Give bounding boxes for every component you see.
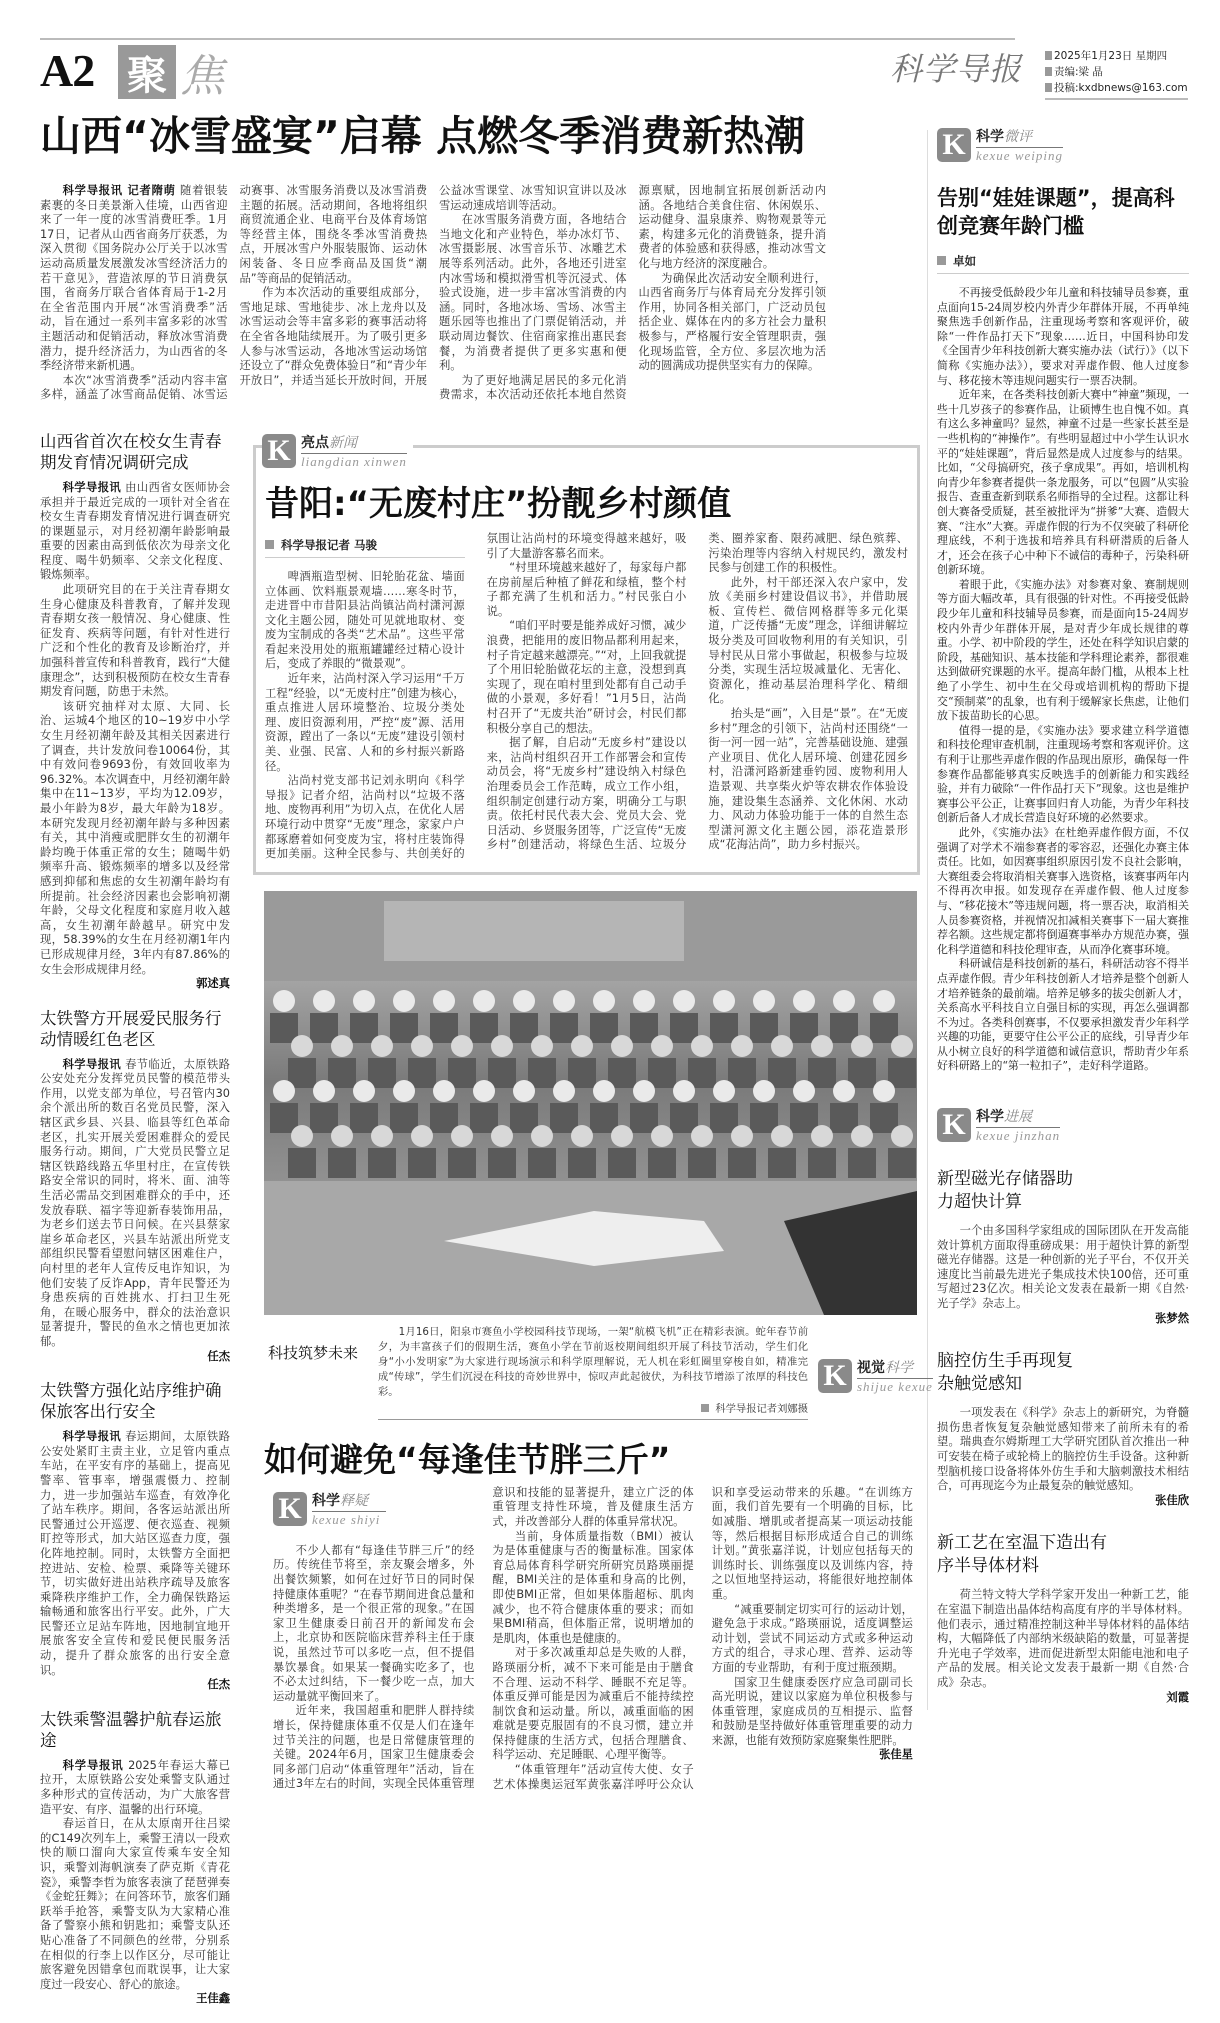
student-body xyxy=(830,1013,858,1043)
student-body xyxy=(608,1058,636,1088)
top-story-body xyxy=(40,184,826,403)
student-figure xyxy=(553,990,575,1012)
student-body xyxy=(408,1148,436,1178)
left-article xyxy=(40,1380,230,1693)
label-accent: 科学 xyxy=(885,1359,913,1376)
paragraph: 国家卫生健康委医疗应急司副司长高光明说，建议以家庭为单位积极参与体重管理，家庭成员的互相提示、监督和鼓励是坚持做好体重管理重要的动力来源，也能有效预防家庭聚集性肥胖。 xyxy=(711,1675,913,1747)
label-accent: 进展 xyxy=(1004,1109,1032,1126)
article-headline: 如何避免“每逢佳节胖三斤” xyxy=(264,1439,671,1479)
student-figure xyxy=(451,1125,473,1147)
student-figure xyxy=(833,1080,855,1102)
paragraph: “减重要制定切实可行的运动计划，避免急于求成。”路瑛丽说，适度调整运动计划，尝试不同运动方式或多种运动方式的组合，寻求心理、营养、运动等方面的专业帮助，有利于度过瓶颈期。 xyxy=(711,1602,913,1674)
paragraph-text: 春节临近，太原铁路公安处充分发挥党员民警的模范带头作用，以党支部为单位，号召管内30余个派出所的数百名党员民警，深入辖区武乡县、兴县、临县等红色革命老区，扎实开展关爱困难群众的爱民服务行动。期间，广大党员民警立足辖区铁路线路五华里村庄，在宣传铁路安全常识的同时，将米、面、油等生活必需品交到困难群众的手中，还发放春联、福字等迎新春装饰用品，为老乡们送去节日问候。在兴县蔡家崖乡革命老区，兴县车站派出所党支部组织民警看望慰问辖区困难住户，向村里的老年人宣传反电诈知识，为他们安装了反诈App，青年民警还为身患疾病的百姓挑水、打扫卫生死角，在暖心服务中，群众的法治意识显著提升，警民的鱼水之情也更加浓郁。 xyxy=(40,1057,230,1348)
left-article xyxy=(40,1709,230,2007)
paragraph: 抬头是“画”，入目是“景”。在“无废乡村”理念的引领下，沾尚村还围绕“一街一河一园一站”，完善基础设施、建强产业项目、优化人居环境、创建花园乡村，沿潇河路新建垂钓园、废物利用人造景观、共享柴火炉等农耕农作体验设施，建设集生态涵养、文化休闲、水动力、风动力体验功能于一体的自然生态型潇河源文化主题公园，添花造景形成“花海沾尚”，助力乡村振兴。 xyxy=(708,707,908,852)
label-pinyin: kexue jinzhan xyxy=(976,1128,1061,1144)
section-label-visual-science xyxy=(818,1359,933,1395)
article-author: 任杰 xyxy=(207,1349,230,1363)
student-figure xyxy=(571,1035,593,1057)
progress-item-title: 新型磁光存储器助力超快计算 xyxy=(937,1169,1073,1213)
student-figure xyxy=(513,1080,535,1102)
progress-item-author: 张佳欣 xyxy=(1155,1493,1189,1507)
feature-body xyxy=(265,532,908,862)
article-author: 张佳星 xyxy=(879,1748,913,1762)
student-figure xyxy=(873,1080,895,1102)
progress-section xyxy=(937,1108,1189,1705)
paragraph: 作为本次活动的重要组成部分，雪地足球、雪地徒步、冰上龙舟以及冰雪运动会等丰富多彩的赛事活动将在全省各地陆续展开。为了吸引更多人参与冰雪运动，各地冰雪运动场馆还设立了“群众免费体验日”和“青少年开放日”，并适当延长开放时间，开展公益冰雪课堂、冰雪知识宣讲以及冰雪运动速成培训等活动。 xyxy=(239,184,627,387)
section-label-science-qa xyxy=(273,1492,474,1528)
issue-date: 2025年1月23日 星期四 xyxy=(1045,48,1188,64)
label-pinyin: liangdian xinwen xyxy=(301,453,407,469)
issue-info xyxy=(1045,48,1188,100)
student-figure xyxy=(811,1125,833,1147)
paragraph-text: 由山西省女医师协会承担并于最近完成的一项针对全省在校女生青春期发育情况进行调查研究的课题显示，对月经初潮年龄影响最重要的因素由高到低依次为母亲文化程度、喝牛奶频率、父亲文化程度、锻炼频率。 xyxy=(40,480,230,582)
student-figure xyxy=(673,990,695,1012)
dateline: 科学导报讯 记者隋萌 xyxy=(62,184,176,197)
photo-title: 科技筑梦未来 xyxy=(268,1343,359,1362)
paragraph: 对于多次减重却总是失败的人群，路瑛丽分析，减不下来可能是由于膳食不合理、运动不科学、睡眠不充足等。体重反弹可能是因为减重后不能持续控制饮食和运动量。所以，减重面临的困难就是要克服固有的不良习惯，建立并保持健康的生活方式，包括合理膳食、科学运动、充足睡眠、心理平衡等。 xyxy=(492,1646,694,1762)
paragraph: 据了解，自启动“无废乡村”建设以来，沾尚村组织召开工作部署会和宣传动员会，将“无废乡村”建设纳入村绿色治理委员会工作范畴，成立工作小组，组织制定创建行动方案，明确分工与职责。依托村民代表大会、党员大会、党日活动、乡贤服务团等，广泛宣传“无废乡村”创建活动，将绿色生活、垃圾分类、圈养家畜、限药减肥、绿色殡葬、污染治理等内容纳入村规民约，激发村民参与创建工作的积极性。 xyxy=(486,531,908,852)
student-body xyxy=(288,1148,316,1178)
paragraph: 近年来，沾尚村深入学习运用“千万工程”经验，以“无废村庄”创建为核心，重点推进人居环境整治、垃圾分类处理、废旧资源利用，严控“废”源、活用资源，蹚出了一条以“无废”建设引领村美、业强、民富、人和的乡村振兴新路径。 xyxy=(265,672,465,773)
student-body xyxy=(630,1103,658,1133)
student-body xyxy=(528,1148,556,1178)
student-figure xyxy=(833,990,855,1012)
paragraph: 近年来，我国超重和肥胖人群持续增长，保持健康体重不仅是人们在逢年过节关注的问题，也是日常健康管理的关键。2024年6月，国家卫生健康委会同多部门启动“体重管理年”活动，旨在通过3年左右的时间，实现全民体重管理意识和技能的显著提升，建立广泛的体重管理支持性环境，普及健康生活方式，并改善部分人群的体重异常状况。 xyxy=(273,1485,694,1791)
student-figure xyxy=(313,990,335,1012)
student-figure xyxy=(491,1035,513,1057)
student-body xyxy=(888,1058,916,1088)
student-figure xyxy=(811,1035,833,1057)
student-figure xyxy=(851,1125,873,1147)
caption-text: 1月16日，阳泉市赛鱼小学校园科技节现场，一架“航模飞机”正在精彩表演。蛇年春节前夕，为丰富孩子们的假期生活，赛鱼小学在节前返校期间组织开展了科技节活动，学生们化身“小小发明家”为大家进行现场演示和科学原理解说，无人机在彩虹圈里穿梭自如，精准完成“传球”，学生们沉浸在科技的奇妙世界中，惊叹声此起彼伏，为科技节增添了浓厚的科技色彩。 xyxy=(378,1325,808,1398)
photo-caption xyxy=(378,1325,808,1420)
student-body xyxy=(488,1058,516,1088)
paragraph: “咱们平时要是能养成好习惯，减少浪费，把能用的废旧物品都利用起来，村子肯定越来越漂亮。”“对，上回我就提了个用旧轮胎做花坛的主意，没想到真实现了，现在咱村里到处都有自己动手做的小景观，多好看！”1月5日，沾尚村召开了“无废共治”研讨会，村民们都积极分享自己的想法。 xyxy=(486,619,687,735)
paragraph xyxy=(40,1058,230,1350)
paragraph: 为了更好地满足居民的多元化消费需求，本次活动还依托本地自然资源禀赋，因地制宜拓展创新活动内涵。各地结合美食住宿、休闲娱乐、运动健身、温泉康养、购物观景等元素，构建多元化的消费链条，提升消费者的体验感和获得感，推动冰雪文化与地方经济的深度融合。 xyxy=(439,184,826,402)
student-body xyxy=(550,1103,578,1133)
student-figure xyxy=(873,990,895,1012)
commentary-byline: 卓如 xyxy=(937,252,1189,274)
student-body xyxy=(368,1058,396,1088)
student-body xyxy=(728,1148,756,1178)
student-body xyxy=(688,1148,716,1178)
news-photo xyxy=(264,891,917,1315)
student-body xyxy=(390,1103,418,1133)
paragraph: 不再接受低龄段少年儿童和科技辅导员参赛，重点面向15-24周岁校内外青少年群体开展，不再单纯聚焦选手创新作品，注重现场考察和客观评价，破除“一件作品打天下”现象……近日，中国科协印发《全国青少年科技创新大赛实施办法（试行）》（以下简称《实施办法》），要求对弄虚作假、他人过度参与、移花接木等违规问题实行一票否决制。 xyxy=(937,286,1189,387)
student-body xyxy=(710,1013,738,1043)
left-article xyxy=(40,431,230,992)
student-body xyxy=(728,1058,756,1088)
section-label-commentary xyxy=(937,128,1189,164)
student-body xyxy=(790,1103,818,1133)
commentary-section xyxy=(937,128,1189,1074)
paragraph-text: 2025年春运大幕已拉开，太原铁路公安处乘警支队通过多种形式的宣传活动，为广大旅客营造平安、有序、温馨的出行环境。 xyxy=(40,1758,230,1816)
article-headline: 山西省首次在校女生青春期发育情况调研完成 xyxy=(40,431,222,472)
photo-students-with-model-plane xyxy=(264,891,917,1315)
student-body xyxy=(350,1103,378,1133)
student-figure xyxy=(473,1080,495,1102)
label-accent: 微评 xyxy=(1004,129,1032,145)
student-body xyxy=(310,1013,338,1043)
progress-item-text: 一个由多国科学家组成的国际团队在开发高能效计算机方面取得重磅成果：用于超快计算的新型磁光存储器。这是一种创新的光子平台，不仅开关速度比当前最先进光子集成技术快100倍，还可重写超过23亿次。相关论文发表在最新一期《自然·光子学》杂志上。 xyxy=(937,1224,1189,1311)
section-label-highlight-news xyxy=(262,434,413,470)
article-body xyxy=(273,1486,913,1792)
student-figure xyxy=(713,1080,735,1102)
student-figure xyxy=(571,1125,593,1147)
student-body xyxy=(430,1103,458,1133)
paragraph: 该研究抽样对太原、大同、长治、运城4个地区的10~19岁中小学女生月经初潮年龄及其相关因素进行了调查，共计发放问卷10064份，其中有效问卷9693份，有效回收率为96.32%。本次调查中，月经初潮年龄集中在11~13岁，平均为12.09岁，最小年龄为8岁，最大年龄为18岁。本研究发现月经初潮年龄与多种因素有关，其中消瘦或肥胖女生的初潮年龄均晚于体重正常的女生；随喝牛奶频率升高、锻炼频率的增多以及经常感到抑郁和焦虑的女生初潮年龄均有所提前。社会经济因素也会影响初潮年龄，父母文化程度和家庭月收入越高，女生初潮年龄越早。研究中发现，58.39%的女生在月经初潮1年内已形成规律月经，3年内有87.86%的女生会形成规律月经。 xyxy=(40,699,230,976)
progress-item-title: 脑控仿生手再现复杂触觉感知 xyxy=(937,1351,1073,1395)
paragraph: 本次“冰雪消费季”活动内容丰富多样，涵盖了冰雪商品促销、冰雪运动赛事、冰雪服务消费以及冰雪消费主题的拓展。活动期间，各地将组织商贸流通企业、电商平台及体育场馆等经营主体，围绕冬季冰雪消费热点，开展冰雪户外服装服饰、运动休闲装备、冬日应季商品及国货“潮品”等商品的促销活动。 xyxy=(40,184,427,402)
top-story-headline: 山西“冰雪盛宴”启幕 点燃冬季消费新热潮 xyxy=(40,112,806,160)
photo-credit: 科学导报记者刘娜摄 xyxy=(378,1402,808,1420)
student-body xyxy=(830,1103,858,1133)
dateline: 科学导报讯 xyxy=(62,1758,124,1772)
paragraph: 此外，《实施办法》在杜绝弄虚作假方面，不仅强调了对学术不端参赛者的零容忍，还强化办赛主体责任。比如，如因赛事组织原因引发不良社会影响，大赛组委会将取消相关赛事入选资格，该赛事两年内不得再次申报。如发现存在弄虚作假、他人过度参与、“移花接木”等违规问题，将一票否决，取消相关人员参赛资格，并视情况扣减相关赛事下一届大赛推荐名额。这些规定都将倒逼赛事举办方规范办赛，强化科学道德和科技伦理审查，从而净化赛事环境。 xyxy=(937,825,1189,956)
paragraph xyxy=(40,1430,230,1678)
student-body xyxy=(408,1058,436,1088)
paragraph: 此外，村干部还深入农户家中，发放《美丽乡村建设倡议书》，并借助展板、宣传栏、微信网格群等多元化渠道，广泛传播“无废”理念，详细讲解垃圾分类及可回收物利用的有关知识，引导村民从日常小事做起，积极参与垃圾分类，实现生活垃圾减量化、无害化、资源化，推动基层治理科学化、精细化。 xyxy=(708,575,908,706)
student-body xyxy=(430,1013,458,1043)
paragraph xyxy=(40,1759,230,1817)
progress-item xyxy=(937,1168,1189,1326)
student-figure xyxy=(891,1035,913,1057)
dateline: 科学导报讯 xyxy=(62,480,122,494)
student-body xyxy=(750,1013,778,1043)
student-figure xyxy=(611,1035,633,1057)
student-body xyxy=(568,1058,596,1088)
student-figure xyxy=(731,1035,753,1057)
student-figure xyxy=(513,990,535,1012)
student-figure xyxy=(553,1080,575,1102)
progress-item-text: 荷兰特文特大学科学家开发出一种新工艺，能在室温下制造出晶体结构高度有序的半导体材料。他们表示，通过精准控制这种半导体材料的晶体结构，大幅降低了内部纳米级缺陷的数量，可显著提升光电子学效率，进而促进新型太阳能电池和电子产品的发展。相关论文发表于最新一期《自然·合成》杂志。 xyxy=(937,1588,1189,1689)
article-author: 王佳鑫 xyxy=(196,1992,230,2006)
article-headline: 太铁乘警温馨护航春运旅途 xyxy=(40,1709,222,1750)
student-figure xyxy=(691,1125,713,1147)
student-figure xyxy=(331,1035,353,1057)
student-figure xyxy=(371,1035,393,1057)
student-body xyxy=(350,1013,378,1043)
student-figure xyxy=(753,1080,775,1102)
section-char-2: 焦 xyxy=(180,51,224,102)
k-logo-icon: K xyxy=(818,1359,852,1393)
student-body xyxy=(848,1148,876,1178)
student-figure xyxy=(291,1035,313,1057)
student-body xyxy=(670,1013,698,1043)
commentary-body xyxy=(937,286,1189,1074)
student-figure xyxy=(473,990,495,1012)
main-area xyxy=(40,108,933,2023)
student-figure xyxy=(771,1035,793,1057)
student-body xyxy=(648,1148,676,1178)
middle-column xyxy=(253,431,933,1792)
student-figure xyxy=(531,1035,553,1057)
paragraph: 沾尚村党支部书记刘永明向《科学导报》记者介绍，沾尚村以“垃圾不落地、废物再利用”为切入点，在优化人居环境行动中贯穿“无废”理念，家家户户都琢磨着如何变废为宝，将村庄装饰得更加美丽。这种全民参与、共创美好的氛围让沾尚村的环境变得越来越好，吸引了大量游客慕名而来。 xyxy=(265,531,687,861)
paragraph: 近年来，在各类科技创新大赛中“神童”频现，一些十几岁孩子的参赛作品，让硕博生也自愧不如。真有这么多神童吗？显然，神童不过是一些家长甚至是一些机构的“神操作”。有些明显超过中小学生认识水平的“娃娃课题”，背后显然是成人过度参与的结果。比如，“父母搞研究，孩子拿成果”。再如，培训机构向青少年参赛者提供一条龙服务，可以“包圆”从实验报告、查重查新到联系名师指导的全过程。这都让科创大赛备受质疑，甚至被批评为“拼爹”大赛、造假大赛、“注水”大赛。弄虚作假的行为不仅突破了科研伦理底线，不利于选拔和培养具有科研潜质的后备人才，还会在孩子心中种下不诚信的毒种子，污染科研创新环境。 xyxy=(937,388,1189,577)
student-body xyxy=(368,1148,396,1178)
section-char-1: 聚 xyxy=(118,45,176,99)
paragraph: 着眼于此，《实施办法》对参赛对象、赛制规则等方面大幅改革，具有很强的针对性。不再接受低龄段少年儿童和科技辅导员参赛，而是面向15-24周岁校内外青少年群体开展，是对青少年成长规律的尊重。小学、初中阶段的学生，还处在科学知识启蒙的阶段，基础知识、基本技能和学科理论素养，都很难达到做研究课题的水平。提高年龄门槛，从根本上杜绝了小学生、初中生在父母或培训机构的帮助下提交“预制菜”的乱象，也有利于缓解家长焦虑，让他们放下拔苗助长的心思。 xyxy=(937,577,1189,723)
student-body xyxy=(550,1013,578,1043)
student-body xyxy=(608,1148,636,1178)
student-figure xyxy=(593,1080,615,1102)
student-figure xyxy=(353,1080,375,1102)
student-figure xyxy=(331,1125,353,1147)
student-body xyxy=(448,1148,476,1178)
student-figure xyxy=(633,990,655,1012)
student-body xyxy=(448,1058,476,1088)
progress-item-text: 一项发表在《科学》杂志上的新研究，为脊髓损伤患者恢复复杂触觉感知带来了前所未有的希望。瑞典查尔姆斯理工大学研究团队首次推出一种可安装在椅子或轮椅上的脑控仿生手设备。这种新型脑机接口设备将体外仿生手和大脑刺激技术相结合，可再现迄今为止最复杂的触觉感知。 xyxy=(937,1406,1189,1493)
left-article xyxy=(40,1008,230,1364)
student-body xyxy=(768,1148,796,1178)
student-figure xyxy=(673,1080,695,1102)
student-body xyxy=(768,1058,796,1088)
student-body xyxy=(870,1013,898,1043)
article-author: 郭述真 xyxy=(196,977,230,991)
paragraph: 春运首日，在从太原南开往吕梁的C149次列车上，乘警王清以一段欢快的顺口溜向大家宣传乘车安全知识，乘警刘海帆演奏了萨克斯《青花瓷》，乘警李哲为旅客表演了琵琶弹奏《金蛇狂舞》；在问答环节，旅客们踊跃举手抢答，乘警支队为大家精心准备了警察小熊和钥匙扣；乘警支队还贴心准备了不同颜色的丝带，分别系在相似的行李上以作区分，尽可能让旅客避免因错拿包而耽误事，让大家度过一段安心、舒心的旅途。 xyxy=(40,1817,230,1991)
student-figure xyxy=(691,1035,713,1057)
label-accent: 释疑 xyxy=(340,1492,368,1509)
paragraph xyxy=(40,184,228,374)
article-author: 任杰 xyxy=(207,1678,230,1692)
label-accent: 新闻 xyxy=(329,434,357,451)
section-label-progress xyxy=(937,1108,1189,1144)
student-figure xyxy=(713,990,735,1012)
student-body xyxy=(470,1103,498,1133)
student-figure xyxy=(491,1125,513,1147)
student-body xyxy=(590,1013,618,1043)
label-main: 科学 xyxy=(976,129,1004,145)
paragraph-text: 春运期间，太原铁路公安处紧盯主责主业，立足管内重点车站，在平安有序的基础上，提高见警率、管事率，增强震慑力、控制力，进一步加强站车巡查，有效净化了站车秩序。期间，各客运站派出所民警通过公开巡逻、便衣巡查、视频盯控等形式，加大站区巡查力度，强化阵地控制。同时，太铁警方全面把控进站、安检、检票、乘降等关键环节，切实做好进出站秩序疏导及旅客乘降秩序维护工作，全力确保铁路运输畅通和旅客出行平安。此外，广大民警还立足站车阵地，因地制宜地开展旅客安全宣传和爱民便民服务活动，提升了群众旅客的出行安全意识。 xyxy=(40,1430,230,1677)
student-figure xyxy=(731,1125,753,1147)
feature-box xyxy=(253,433,920,875)
left-column xyxy=(40,431,230,2023)
label-pinyin: shijue kexue xyxy=(857,1378,933,1394)
progress-item-title: 新工艺在室温下造出有序半导体材料 xyxy=(937,1533,1107,1577)
paragraph: 当前，身体质量指数（BMI）被认为是体重健康与否的衡量标准。国家体育总局体育科学研究所研究员路瑛丽提醒，BMI关注的是体重和身高的比例，即使BMI正常，但如果体脂超标、肌肉减少，也不符合健康体重的要求；而如果BMI稍高，但体脂正常，说明增加的是肌肉，体重也是健康的。 xyxy=(492,1529,694,1645)
paragraph-text: 随着银装素裹的冬日美景渐入佳境，山西省迎来了一年一度的冰雪消费旺季。1月17日，记者从山西省商务厅获悉，为深入贯彻《国务院办公厅关于以冰雪运动高质量发展激发冰雪经济活力的若干意见》，营造浓厚的节日消费氛围，省商务厅联合省体育局于1-2月在全省范围内开展“冰雪消费季”活动，旨在通过一系列丰富多彩的冰雪主题活动和促销活动，释放冰雪消费潜力，提升经济活力，为山西省的冬季经济带来新机遇。 xyxy=(40,184,228,373)
lower-area xyxy=(40,431,933,2023)
student-body xyxy=(670,1103,698,1133)
student-figure xyxy=(633,1080,655,1102)
student-figure xyxy=(273,1080,295,1102)
student-figure xyxy=(611,1125,633,1147)
k-logo-icon: K xyxy=(937,1108,971,1142)
student-body xyxy=(510,1103,538,1133)
student-body xyxy=(288,1058,316,1088)
progress-item-author: 刘霞 xyxy=(1166,1690,1189,1704)
progress-item xyxy=(937,1532,1189,1705)
page-number: A2 xyxy=(40,45,95,96)
student-figure xyxy=(593,990,615,1012)
paragraph: 不少人都有“每逢佳节胖三斤”的经历。传统佳节将至，亲友聚会增多，外出餐饮频繁，如何在过好节日的同时保持健康体重呢？“在春节期间进食总量和种类增多，是一个很正常的现象。”在国家卫生健康委日前召开的新闻发布会上，北京协和医院临床营养科主任于康说，虽然过节可以多吃一点，但不提倡暴饮暴食。如果某一餐确实吃多了，也不必太过纠结，下一餐少吃一点，加大运动量就平衡回来了。 xyxy=(273,1543,475,1703)
feature-byline: 科学导报记者 马骏 xyxy=(265,536,465,558)
student-body xyxy=(870,1103,898,1133)
student-body xyxy=(688,1058,716,1088)
student-figure xyxy=(753,990,775,1012)
student-figure xyxy=(793,1080,815,1102)
student-figure xyxy=(411,1125,433,1147)
issue-submit-email: 投稿:kxdbnews@163.com xyxy=(1045,80,1188,96)
dateline: 科学导报讯 xyxy=(62,1430,122,1444)
newspaper-masthead: 科学导报 xyxy=(890,50,1023,88)
student-figure xyxy=(313,1080,335,1102)
commentary-headline: 告别“娃娃课题”，提高科创竞赛年龄门槛 xyxy=(937,186,1175,238)
label-pinyin: kexue weiping xyxy=(976,148,1063,163)
student-body xyxy=(488,1148,516,1178)
paragraph: “村里环境越来越好了，每家每户都在房前屋后种植了鲜花和绿植，整个村子都充满了生机和活力。”村民张白小说。 xyxy=(486,561,687,618)
feature-headline: 昔阳:“无废村庄”扮靓乡村颜值 xyxy=(265,483,732,524)
issue-editor: 责编:梁 晶 xyxy=(1045,64,1188,80)
label-pinyin: kexue shiyi xyxy=(312,1511,381,1527)
paragraph: 值得一提的是，《实施办法》要求建立科学道德和科技伦理审查机制，注重现场考察和客观评价。这有利于让那些弄虚作假的作品现出原形，确保每一件参赛作品都能够真实反映选手的创新能力和实践经验，并有力破除“一件作品打天下”现象。这也是维护赛事公平公正，让赛事回归育人功能，为青少年科技创新后备人才成长营造良好环境的必然要求。 xyxy=(937,723,1189,825)
student-body xyxy=(808,1148,836,1178)
k-logo-icon: K xyxy=(262,434,296,468)
student-body xyxy=(888,1148,916,1178)
student-body xyxy=(510,1013,538,1043)
student-figure xyxy=(353,990,375,1012)
progress-item xyxy=(937,1350,1189,1508)
k-logo-icon: K xyxy=(937,128,971,162)
article-headline: 太铁警方开展爱民服务行动情暖红色老区 xyxy=(40,1008,222,1049)
student-figure xyxy=(411,1035,433,1057)
section-name xyxy=(118,44,246,100)
student-body xyxy=(390,1013,418,1043)
student-body xyxy=(808,1058,836,1088)
student-figure xyxy=(651,1125,673,1147)
column-divider xyxy=(927,130,928,1710)
student-body xyxy=(568,1148,596,1178)
paragraph: 科研诚信是科技创新的基石，科研活动容不得半点弄虚作假。青少年科技创新人才培养是整个创新人才培养链条的最前端。培养足够多的拔尖创新人才，关系高水平科技自立自强目标的实现，再怎么强调都不为过。各类科创赛事，不仅要承担激发青少年科学兴趣的功能，更要守住公平公正的底线，引导青少年从小树立良好的科学道德和诚信意识，帮助青少年系好科研路上的“第一粒扣子”，走好科学道路。 xyxy=(937,957,1189,1073)
dateline: 科学导报讯 xyxy=(62,1057,122,1071)
label-main: 视觉 xyxy=(857,1359,885,1376)
student-body xyxy=(648,1058,676,1088)
student-figure xyxy=(793,990,815,1012)
photo-caption-area xyxy=(268,1325,933,1420)
student-body xyxy=(848,1058,876,1088)
student-figure xyxy=(393,1080,415,1102)
student-body xyxy=(270,1103,298,1133)
student-body xyxy=(328,1148,356,1178)
student-figure xyxy=(851,1035,873,1057)
label-main: 科学 xyxy=(976,1109,1004,1126)
student-body xyxy=(270,1013,298,1043)
student-body xyxy=(630,1013,658,1043)
student-figure xyxy=(371,1125,393,1147)
student-figure xyxy=(891,1125,913,1147)
right-column xyxy=(937,128,1189,1705)
student-figure xyxy=(433,1080,455,1102)
student-body xyxy=(750,1103,778,1133)
student-figure xyxy=(651,1035,673,1057)
student-body xyxy=(528,1058,556,1088)
student-body xyxy=(790,1013,818,1043)
student-body xyxy=(310,1103,338,1133)
student-figure xyxy=(433,990,455,1012)
label-main: 科学 xyxy=(312,1492,340,1509)
student-figure xyxy=(291,1125,313,1147)
student-figure xyxy=(273,990,295,1012)
progress-item-author: 张梦然 xyxy=(1155,1311,1189,1325)
student-figure xyxy=(451,1035,473,1057)
student-body xyxy=(470,1013,498,1043)
k-logo-icon: K xyxy=(273,1492,307,1526)
paragraph: 在冰雪服务消费方面，各地结合当地文化和产业特色，举办冰灯节、冰雪摄影展、冰雪音乐节、冰雕艺术展等系列活动。此外，各地还引进室内冰雪场和模拟滑雪机等沉浸式、体验式设施，进一步丰富冰雪消费的内涵。同时，各地冰场、雪场、冰雪主题乐园等也推出了门票促销活动，并联动周边餐饮、住宿商家推出惠民套餐，为消费者提供了更多实惠和便利。 xyxy=(439,213,627,373)
student-body xyxy=(328,1058,356,1088)
student-body xyxy=(710,1103,738,1133)
label-main: 亮点 xyxy=(301,434,329,451)
student-figure xyxy=(771,1125,793,1147)
student-body xyxy=(590,1103,618,1133)
article-headline: 太铁警方强化站序维护确保旅客出行安全 xyxy=(40,1381,222,1422)
paragraph: 此项研究目的在于关注青春期女生身心健康及科普教育，了解并发现青春期女孩一般情况、身心健康、性征发育、疾病等问题，有针对性进行广泛和个性化的教育及诊断治疗，并加强科普宣传和科普教育，践行“大健康理念”，达到积极预防在校女生青春期发育问题，防患于未然。 xyxy=(40,583,230,699)
paragraph: 为确保此次活动安全顺利进行，山西省商务厅与体育局充分发挥引领作用，协同各相关部门，广泛动员包括企业、媒体在内的多方社会力量积极参与，严格履行安全管理职责，强化现场监管，全方位、多层次地为活动的圆满成功提供坚实有力的保障。 xyxy=(638,271,826,373)
paragraph xyxy=(40,481,230,583)
paragraph: “体重管理年”活动宣传大使、女子艺术体操奥运冠军黄张嘉洋呼吁公众认识和享受运动带来的乐趣。“在训练方面，我们首先要有一个明确的目标，比如减脂、增肌或者提高某一项运动技能等，然后根据目标形成适合自己的训练计划。”黄张嘉洋说，计划应包括每天的训练时长、训练强度以及训练内容，持之以恒地坚持运动，将能很好地控制体重。 xyxy=(492,1485,913,1791)
paragraph: 啤酒瓶造型树、旧轮胎花盆、墙面立体画、饮料瓶景观墙……寒冬时节，走进晋中市昔阳县沾尚镇沾尚村潇河源文化主题公园，随处可见就地取材、变废为宝制成的各类“艺术品”。这些平常看起来没用处的瓶瓶罐罐经过精心设计后，变成了养眼的“微景观”。 xyxy=(265,569,465,671)
student-figure xyxy=(531,1125,553,1147)
student-figure xyxy=(393,990,415,1012)
